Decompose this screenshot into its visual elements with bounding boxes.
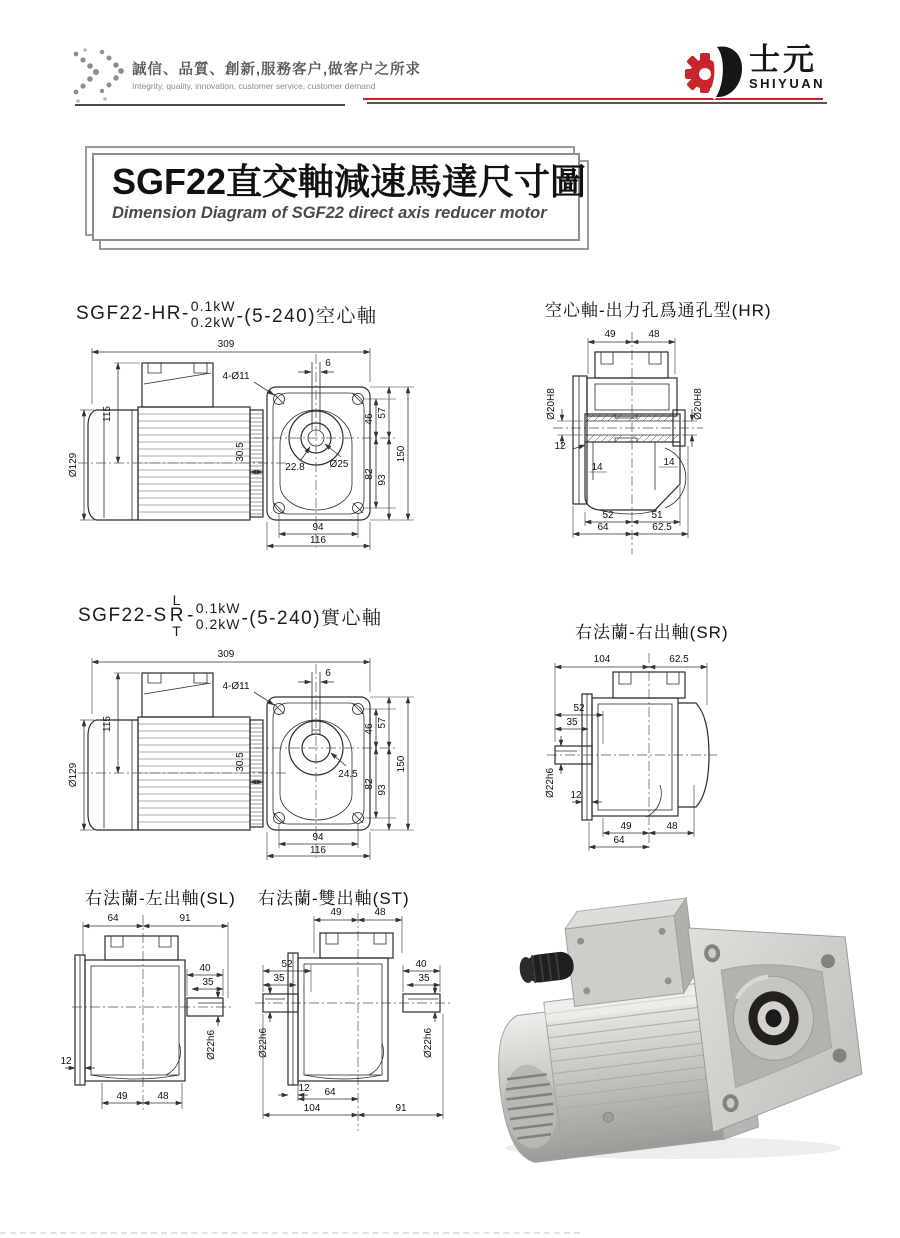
header-dots-chevrons <box>72 48 124 104</box>
dim-label: Ø20H8 <box>693 388 704 420</box>
dim-label: 91 <box>395 1103 407 1114</box>
dim-label: 52 <box>281 959 293 970</box>
header-rule-left <box>75 104 345 106</box>
dim-label: 12 <box>554 441 566 452</box>
slogan-zh: 誠信、品質、創新,服務客户,做客户之所求 <box>132 62 422 78</box>
side-view <box>78 363 286 520</box>
variant-r: R <box>169 604 185 626</box>
drawing-hr-main <box>58 332 470 576</box>
dim-label: 309 <box>217 339 235 350</box>
dim-label: 48 <box>374 907 386 918</box>
dim-label: 48 <box>666 821 678 832</box>
dim-label: 62.5 <box>669 654 689 665</box>
dimensions <box>68 649 414 860</box>
body <box>573 352 686 514</box>
dim-label: 6 <box>325 668 331 679</box>
logo-en: SHIYUAN <box>749 76 826 91</box>
dim-label: 6 <box>325 358 331 369</box>
dim-label: Ø22h6 <box>206 1029 217 1061</box>
page-title: SGF22直交軸減速馬達尺寸圖 <box>112 161 587 202</box>
view-title-sl: 右法蘭-左出軸(SL) <box>85 889 236 908</box>
dim-label: 91 <box>179 913 191 924</box>
logo-text <box>749 44 825 91</box>
dim-label: 115 <box>102 716 113 732</box>
gear-motor-render <box>480 879 868 1163</box>
view-title-sr: 右法蘭-右出軸(SR) <box>575 623 729 642</box>
title-block <box>85 146 605 256</box>
dim-label: 51 <box>651 510 663 521</box>
dimensions <box>258 907 443 1119</box>
page-subtitle: Dimension Diagram of SGF22 direct axis reducer motor <box>112 204 547 223</box>
dim-label: 12 <box>570 790 582 801</box>
dim-label: Ø20H8 <box>546 388 557 420</box>
cable-gland <box>518 950 575 984</box>
gearbox <box>688 909 868 1140</box>
dim-label: 35 <box>273 973 285 984</box>
terminal-box <box>563 898 698 1006</box>
drawing-sr <box>545 645 865 865</box>
dim-label: 62.5 <box>652 522 672 533</box>
view-title-hr: 空心軸-出力孔爲通孔型(HR) <box>545 301 772 320</box>
page-bottom-dashes <box>0 1232 580 1234</box>
model-label-s <box>78 588 383 644</box>
drawing-hr-detail <box>545 322 865 567</box>
dim-label: 64 <box>613 835 625 846</box>
product-photo <box>478 878 873 1163</box>
model-hr-kw <box>191 298 236 330</box>
dim-label: 49 <box>116 1091 128 1102</box>
drawing-s-main <box>58 642 470 886</box>
model-label-hr <box>76 292 378 336</box>
dim-label: 22.8 <box>285 462 305 473</box>
title-frame-main <box>92 153 587 241</box>
dim-label: Ø22h6 <box>545 767 556 799</box>
dim-label: 49 <box>620 821 632 832</box>
model-s-suffix: -(5-240)實心軸 <box>241 607 383 629</box>
variant-t: T <box>172 623 183 640</box>
chevron-dots-icon <box>72 48 124 104</box>
logo <box>683 44 825 102</box>
dim-label: 48 <box>648 329 660 340</box>
dim-label: 30.5 <box>235 752 246 772</box>
dim-label: 12 <box>298 1083 310 1094</box>
dim-label: Ø22h6 <box>423 1027 434 1059</box>
dim-label: 46 <box>364 723 375 735</box>
kw-top: 0.1kW <box>190 297 236 314</box>
dim-label: 24.5 <box>338 769 358 780</box>
kw-bottom: 0.2kW <box>190 314 236 330</box>
variant-l: L <box>172 591 182 608</box>
dim-label: 52 <box>573 703 585 714</box>
kw-bottom: 0.2kW <box>195 616 241 632</box>
dim-label: 104 <box>593 654 611 665</box>
dim-label: 150 <box>396 755 407 773</box>
dim-label: 93 <box>377 784 388 796</box>
dim-label: 40 <box>415 959 427 970</box>
dim-label: 93 <box>377 474 388 486</box>
dim-label: 14 <box>663 457 675 468</box>
dim-label: 57 <box>377 407 388 419</box>
dim-label: 48 <box>157 1091 169 1102</box>
view-title-st: 右法蘭-雙出軸(ST) <box>258 889 410 908</box>
dim-label: Ø129 <box>68 762 79 788</box>
dim-label: 116 <box>310 535 326 546</box>
body <box>75 936 223 1085</box>
dim-label: 4-Ø11 <box>222 681 250 692</box>
dim-label: Ø22h6 <box>258 1027 269 1059</box>
dim-label: 35 <box>566 717 578 728</box>
dim-label: Ø25 <box>329 459 349 470</box>
dim-label: 46 <box>364 413 375 425</box>
side-view <box>78 673 286 830</box>
model-s-variants <box>169 591 185 640</box>
motor-body <box>544 982 724 1159</box>
dim-label: 82 <box>364 778 375 790</box>
model-s-dash: - <box>186 605 195 626</box>
dimensions <box>68 339 414 550</box>
dim-label: Ø129 <box>68 452 79 478</box>
dim-label: 49 <box>330 907 342 918</box>
logo-zh: 士元 <box>749 42 817 77</box>
dim-label: 12 <box>60 1056 72 1067</box>
header-slogan <box>132 58 421 91</box>
model-hr-prefix: SGF22-HR- <box>76 303 190 324</box>
slogan-en: Integrity, quality, innovation, customer service, customer demand <box>132 81 376 91</box>
model-hr-suffix: -(5-240)空心軸 <box>236 305 378 327</box>
dim-label: 64 <box>107 913 119 924</box>
dimensions <box>545 654 707 851</box>
dim-label: 52 <box>602 510 614 521</box>
model-s-kw <box>196 600 241 632</box>
dim-label: 35 <box>418 973 430 984</box>
dim-label: 82 <box>364 468 375 480</box>
dim-label: 94 <box>312 522 324 533</box>
header-rule-dark <box>367 102 827 104</box>
gear-logo-icon <box>683 44 745 102</box>
dim-label: 309 <box>217 649 235 660</box>
dim-label: 64 <box>597 522 609 533</box>
dim-label: 57 <box>377 717 388 729</box>
dim-label: 150 <box>396 445 407 463</box>
dim-label: 4-Ø11 <box>222 371 250 382</box>
dim-label: 104 <box>303 1103 321 1114</box>
dim-label: 94 <box>312 832 324 843</box>
dim-label: 64 <box>324 1087 336 1098</box>
dim-label: 49 <box>604 329 616 340</box>
body <box>263 933 440 1085</box>
kw-top: 0.1kW <box>195 599 241 616</box>
dim-label: 35 <box>202 977 214 988</box>
drawing-st <box>250 903 485 1138</box>
dim-label: 30.5 <box>235 442 246 462</box>
dim-label: 14 <box>591 462 603 473</box>
dim-label: 115 <box>102 406 113 422</box>
model-s-prefix: SGF22-S <box>78 605 168 626</box>
dim-label: 116 <box>310 845 326 856</box>
dim-label: 40 <box>199 963 211 974</box>
